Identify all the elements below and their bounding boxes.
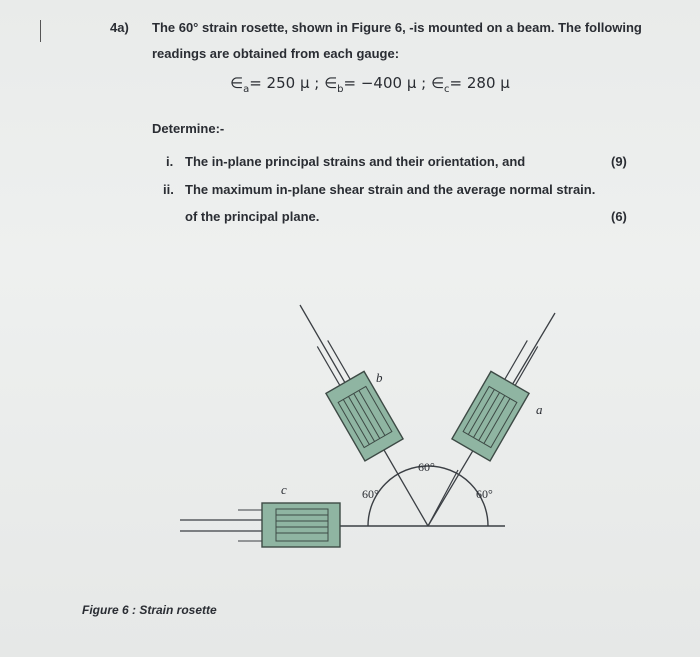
epsilon-a-value: = 250 μ ; bbox=[249, 74, 325, 92]
gauge-b-lead-2 bbox=[328, 340, 352, 381]
angle-label-left: 60° bbox=[362, 487, 379, 501]
gauge-a-lead-2 bbox=[514, 346, 538, 387]
item-1-text: The in-plane principal strains and their orientation, and bbox=[185, 154, 526, 169]
gauge-b-lead-1 bbox=[317, 346, 341, 387]
item-1-marks: (9) bbox=[611, 154, 627, 169]
epsilon-b-subscript: b bbox=[337, 84, 344, 95]
question-text-line-2: readings are obtained from each gauge: bbox=[152, 46, 400, 61]
angle-label-top: 60° bbox=[418, 460, 435, 474]
figure-caption: Figure 6 : Strain rosette bbox=[82, 603, 217, 617]
gauge-c-label: c bbox=[281, 482, 287, 497]
epsilon-b-value: = −400 μ ; bbox=[343, 74, 431, 92]
epsilon-a-subscript: a bbox=[243, 84, 250, 95]
epsilon-b-symbol: ∈ bbox=[324, 74, 338, 92]
epsilon-c-value: = 280 μ bbox=[449, 74, 510, 92]
epsilon-a-symbol: ∈ bbox=[230, 74, 244, 92]
epsilon-c-subscript: c bbox=[444, 84, 450, 95]
angle-indicator-line bbox=[428, 470, 458, 526]
gauge-b-label: b bbox=[376, 370, 383, 385]
angle-arc bbox=[368, 466, 488, 526]
angle-label-right: 60° bbox=[476, 487, 493, 501]
item-2-continuation: of the principal plane. bbox=[185, 209, 320, 224]
gauge-a-label: a bbox=[536, 402, 543, 417]
question-number: 4a) bbox=[110, 20, 129, 35]
item-2-text: The maximum in-plane shear strain and the average normal strain. bbox=[185, 182, 596, 197]
question-text-line-1: The 60° strain rosette, shown in Figure 6, -is mounted on a beam. The following bbox=[152, 20, 642, 35]
gauge-a bbox=[452, 332, 552, 461]
item-2-number: ii. bbox=[163, 182, 174, 197]
item-2-marks: (6) bbox=[611, 209, 627, 224]
gauge-b bbox=[303, 332, 403, 461]
epsilon-c-symbol: ∈ bbox=[430, 74, 445, 92]
determine-heading: Determine:- bbox=[152, 121, 225, 136]
gauge-a-lead-1 bbox=[504, 340, 528, 381]
item-1-number: i. bbox=[166, 154, 174, 169]
gauge-c bbox=[180, 503, 340, 547]
